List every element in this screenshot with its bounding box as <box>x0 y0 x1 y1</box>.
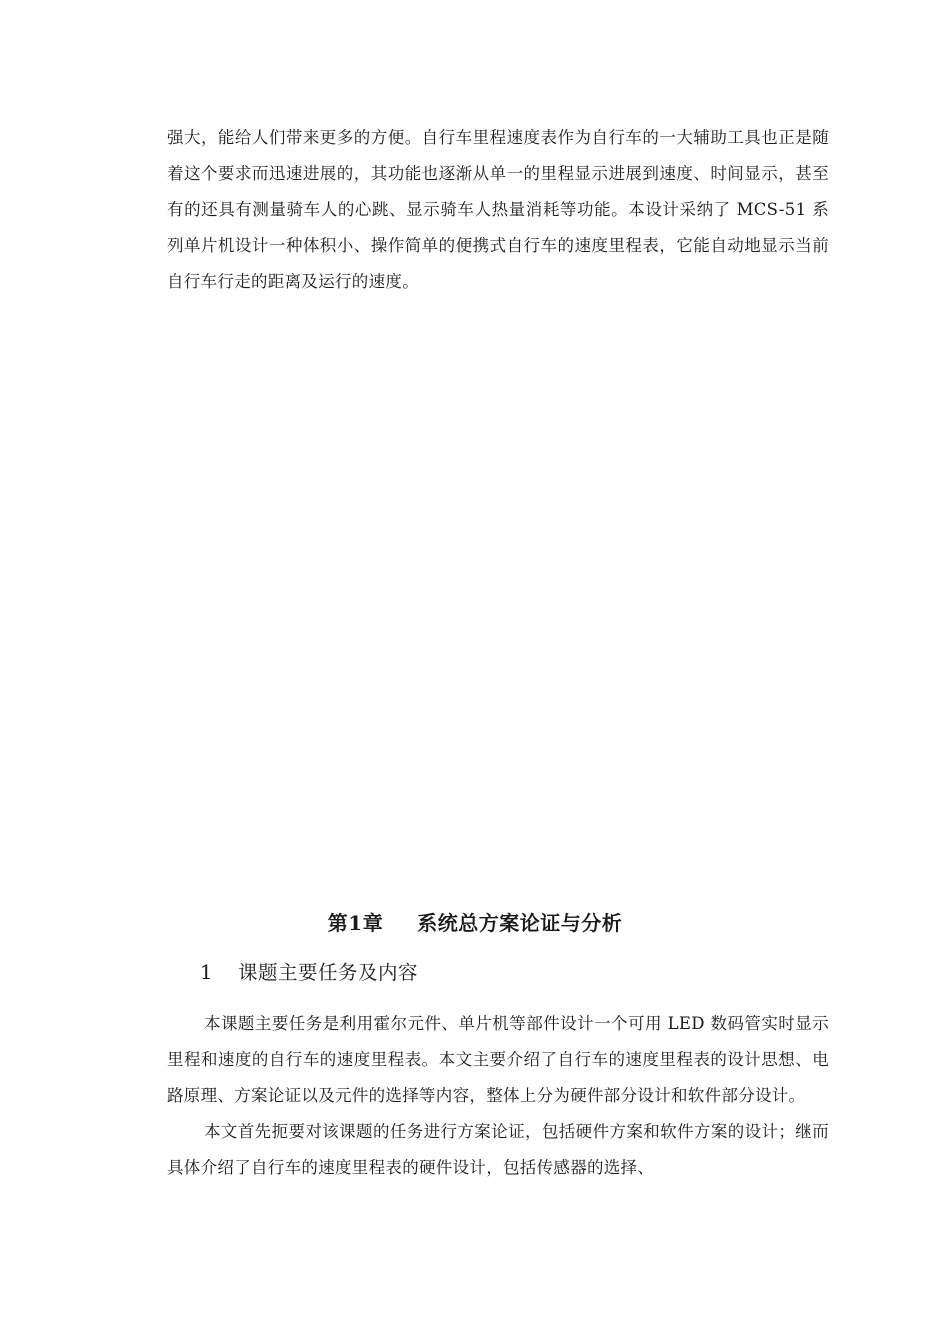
body-text-block <box>167 1006 829 1186</box>
chapter-heading <box>0 906 950 940</box>
section-number: 1 <box>200 961 213 984</box>
body-paragraph: 本课题主要任务是利用霍尔元件、单片机等部件设计一个可用 LED 数码管实时显示里程和速度的自行车的速度里程表。本文主要介绍了自行车的速度里程表的设计思想、电路原理、方案论证以及元件的选择等内容，整体上分为硬件部分设计和软件部分设计。 <box>167 1014 829 1105</box>
intro-paragraph-block <box>167 120 829 300</box>
body-paragraph: 本文首先扼要对该课题的任务进行方案论证，包括硬件方案和软件方案的设计；继而具体介绍了自行车的速度里程表的硬件设计，包括传感器的选择、 <box>167 1122 829 1177</box>
chapter-title: 系统总方案论证与分析 <box>417 911 623 935</box>
chapter-number: 第1章 <box>327 911 384 935</box>
section-title: 课题主要任务及内容 <box>238 961 419 984</box>
intro-paragraph: 强大，能给人们带来更多的方便。自行车里程速度表作为自行车的一大辅助工具也正是随着这个要求而迅速进展的，其功能也逐渐从单一的里程显示进展到速度、时间显示，甚至有的还具有测量骑车人的心跳、显示骑车人热量消耗等功能。本设计采纳了 MCS-51 系列单片机设计一种体积小、操作简单的便携式自行车的速度里程表，它能自动地显示当前自行车行走的距离及运行的速度。 <box>167 128 829 291</box>
section-heading <box>200 956 418 990</box>
